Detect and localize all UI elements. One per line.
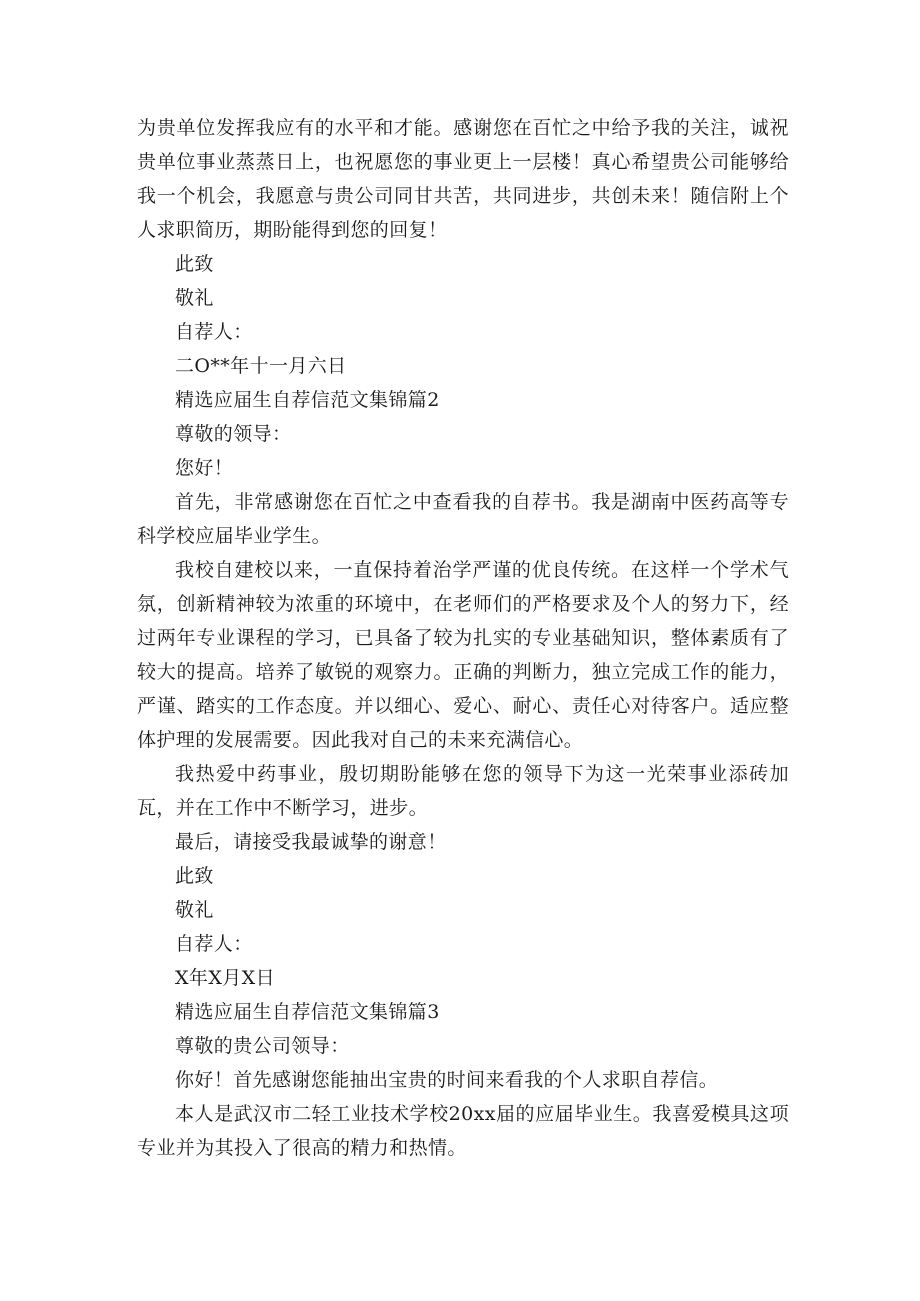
paragraph-introduction: 首先，非常感谢您在百忙之中查看我的自荐书。我是湖南中医药高等专科学校应届毕业学生。 xyxy=(137,491,789,547)
section-title-2: 精选应届生自荐信范文集锦篇2 xyxy=(175,389,440,411)
paragraph-aspiration: 我热爱中药事业，殷切期盼能够在您的领导下为这一光荣事业添砖加瓦，并在工作中不断学习，进步。 xyxy=(137,763,789,819)
signature-label: 自荐人： xyxy=(175,933,253,955)
greeting-addressee: 尊敬的领导： xyxy=(175,423,292,445)
paragraph-thanks: 最后，请接受我最诚挚的谢意！ xyxy=(175,831,447,853)
greeting-hello: 您好！ xyxy=(175,457,234,479)
signature-label: 自荐人： xyxy=(175,321,253,343)
salutation-cizhi: 此致 xyxy=(175,865,214,887)
paragraph-opening: 你好！首先感谢您能抽出宝贵的时间来看我的个人求职自荐信。 xyxy=(175,1069,719,1091)
greeting-addressee: 尊敬的贵公司领导： xyxy=(175,1035,350,1057)
paragraph-school-background: 我校自建校以来，一直保持着治学严谨的优良传统。在这样一个学术气氛，创新精神较为浓重的环境中，在老师们的严格要求及个人的努力下，经过两年专业课程的学习，已具备了较为扎实的专业基础知识，整体素质有了较大的提高。培养了敏锐的观察力。正确的判断力，独立完成工作的能力，严谨、踏实的工作态度。并以细心、爱心、耐心、责任心对待客户。适应整体护理的发展需要。因此我对自己的未来充满信心。 xyxy=(137,559,789,751)
letter-date: X年X月X日 xyxy=(175,967,275,989)
section-title-3: 精选应届生自荐信范文集锦篇3 xyxy=(175,1001,440,1023)
salutation-jingli: 敬礼 xyxy=(175,899,214,921)
paragraph-self-introduction: 本人是武汉市二轻工业技术学校20xx届的应届毕业生。我喜爱模具这项专业并为其投入了很高的精力和热情。 xyxy=(137,1103,789,1159)
document-page xyxy=(137,111,789,1165)
salutation-cizhi: 此致 xyxy=(175,253,214,275)
letter-date: 二O**年十一月六日 xyxy=(175,355,347,377)
paragraph-closing-remarks: 为贵单位发挥我应有的水平和才能。感谢您在百忙之中给予我的关注，诚祝贵单位事业蒸蒸日上，也祝愿您的事业更上一层楼！真心希望贵公司能够给我一个机会，我愿意与贵公司同甘共苦，共同进步，共创未来！随信附上个人求职简历，期盼能得到您的回复！ xyxy=(137,117,789,241)
salutation-jingli: 敬礼 xyxy=(175,287,214,309)
